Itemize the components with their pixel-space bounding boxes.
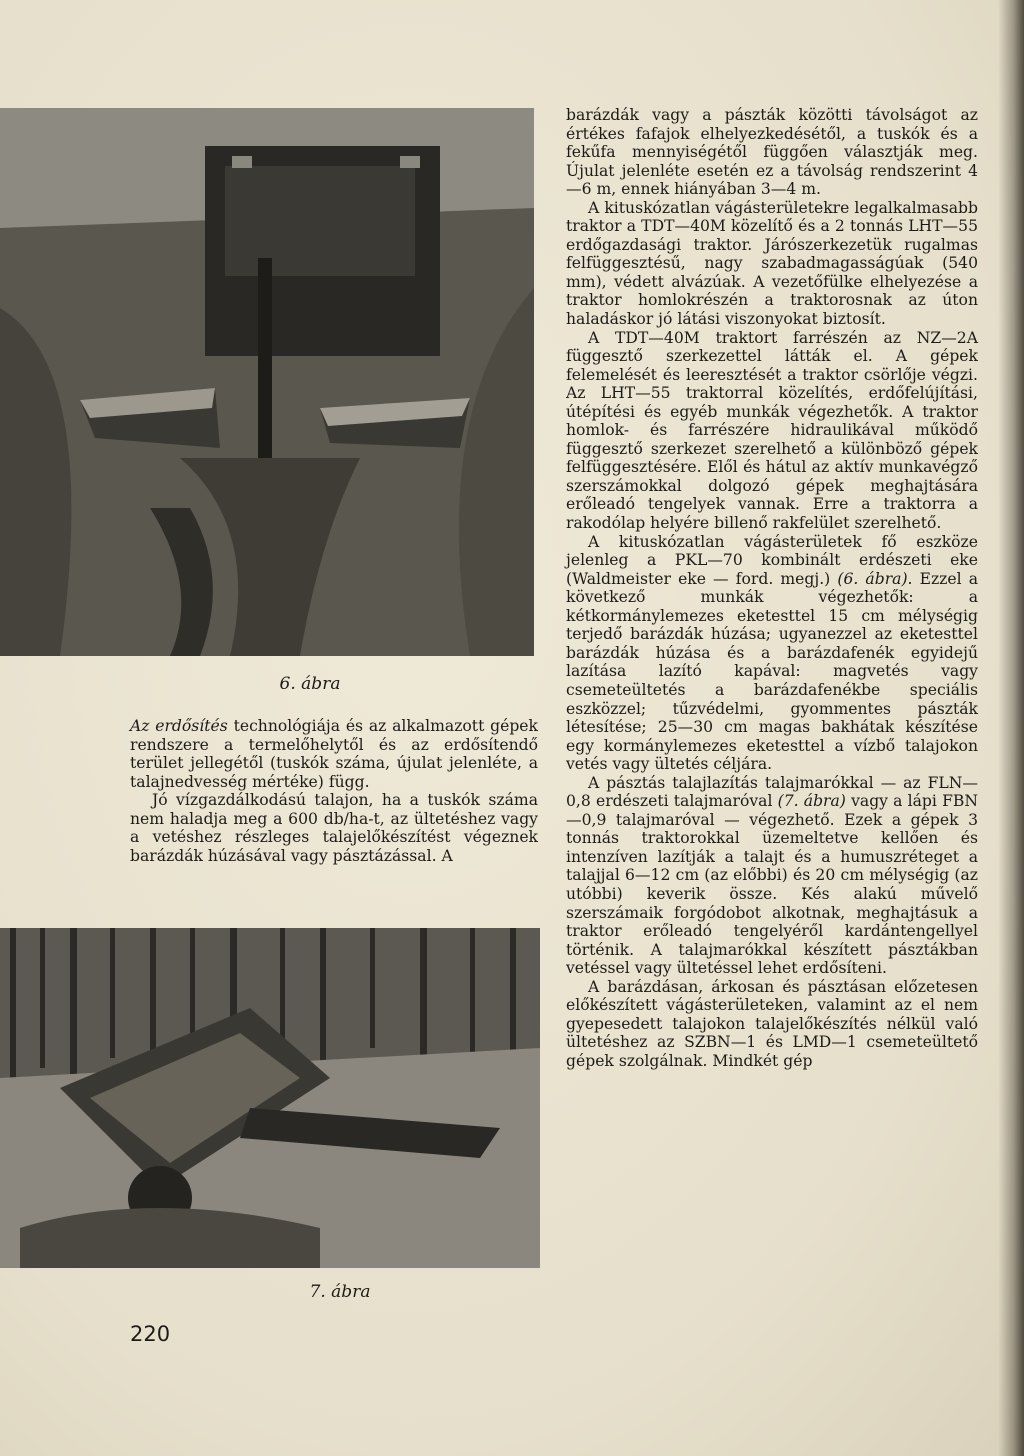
paragraph-text: A pásztás talajlazítás talajmarókkal — az FLN—0,8 erdészeti talajmaróval (566, 773, 978, 811)
figure-reference: (7. ábra) (777, 792, 846, 811)
paragraph: barázdák vagy a pászták közötti távolságot az értékes fafajok elhelyezkedésétől, a tuskók és a fekűfa mennyiségétől függően választják meg. Újulat jelenléte esetén ez a távolság rendszerint 4—6 m, ennek hiányában 3—4 m. (566, 106, 978, 199)
book-spine-shadow (998, 0, 1024, 1456)
figure-reference: (6. ábra) (837, 569, 908, 588)
paragraph-text: technológiája és az alkalmazott gépek rendszere a termelőhelytől és az erdősítendő terület jellegétől (tuskók száma, újulat jelenléte, a talajnedvesség mértéke) függ. (130, 717, 538, 791)
paragraph (566, 774, 978, 978)
figure-6-photo (0, 108, 534, 656)
soil-tiller-image (0, 928, 540, 1268)
left-text-column (130, 717, 538, 865)
paragraph: A barázdásan, árkosan és pásztásan előzetesen előkészített vágásterületeken, valamint az el nem gyepesedett talajokon talajelőkészítés nélkül való ültetéshez az SZBN—1 és LMD—1 csemeteültető gépek szolgálnak. Mindkét gép (566, 977, 978, 1070)
paragraph: A kituskózatlan vágásterületekre legalkalmasabb traktor a TDT—40M közelítő és a 2 tonnás LHT—55 erdőgazdasági traktor. Járószerkezetük rugalmas felfüggesztésű, nagy szabadmagasságúak (540 mm), védett alvázúak. A vezetőfülke elhelyezése a traktor homlokrészén a traktorosnak az úton haladáskor jó látási viszonyokat biztosít. (566, 198, 978, 329)
paragraph (130, 717, 538, 791)
emphasis-term: Az erdősítés (130, 717, 228, 735)
paragraph-text: . Ezzel a következő munkák végezhetők: a kétkormánylemezes eketesttel 15 cm mélységig terjedő barázdák húzása; ugyanezzel az eketesttel barázdák húzása és a barázdafenék egyidejű lazítása lazító kapával: magvetés vagy csemeteültetés a barázdafenékbe speciális eszközzel; tűzvédelmi, gyommentes pászták létesítése; 25—30 cm magas bakhátak készítése egy kormánylemezes eketesttel a vízbő talajokon vetés vagy ültetés céljára. (566, 569, 978, 774)
paragraph: A TDT—40M traktort farrészén az NZ—2A függesztő szerkezettel látták el. A gépek felemelését és leeresztését a traktor csörlője végzi. Az LHT—55 traktorral közelítés, erdőfelújítási, útépítési és egyéb munkák végezhetők. A traktor homlok- és farrészére hidraulikával működő függesztő szerkezet szerelhető a különböző gépek felfüggesztésére. Elől és hátul az aktív munkavégző szerszámokkal dolgozó gépek meghajtására erőleadó tengelyek vannak. Erre a traktorra a rakodólap helyére billenő rakfelület szerelhető. (566, 328, 978, 533)
tractor-plough-image (0, 108, 534, 656)
paragraph-text: vagy a lápi FBN—0,9 talajmaróval — végezhető. Ezek a gépek 3 tonnás traktorokkal üzemeltetve kellően és intenzíven lazítják a talajt és a humuszréteget a talajjal 6—12 cm (az előbbi) és 20 cm mélységig (az utóbbi) keverik össze. Kés alakú művelő szerszámaik forgódobot alkotnak, meghajtásuk a traktor erőleadó tengelyéről kardántengellyel történik. A talajmarókkal készített pásztákban vetéssel vagy ültetéssel lehet erdősíteni. (566, 792, 978, 978)
figure-7-caption: 7. ábra (309, 1282, 371, 1302)
figure-7-photo (0, 928, 540, 1268)
paragraph-text: A kituskózatlan vágásterületek fő eszköze jelenleg a PKL—70 kombinált erdészeti eke (Waldmeister eke — ford. megj.) (566, 532, 978, 588)
paragraph (566, 533, 978, 774)
figure-6-caption: 6. ábra (279, 674, 341, 694)
paragraph: Jó vízgazdálkodású talajon, ha a tuskók száma nem haladja meg a 600 db/ha-t, az ültetéshez vagy a vetéshez részleges talajelőkészítést végeznek barázdák húzásával vagy pásztázással. A (130, 791, 538, 865)
right-text-column (566, 106, 978, 1070)
page-number: 220 (130, 1322, 171, 1346)
